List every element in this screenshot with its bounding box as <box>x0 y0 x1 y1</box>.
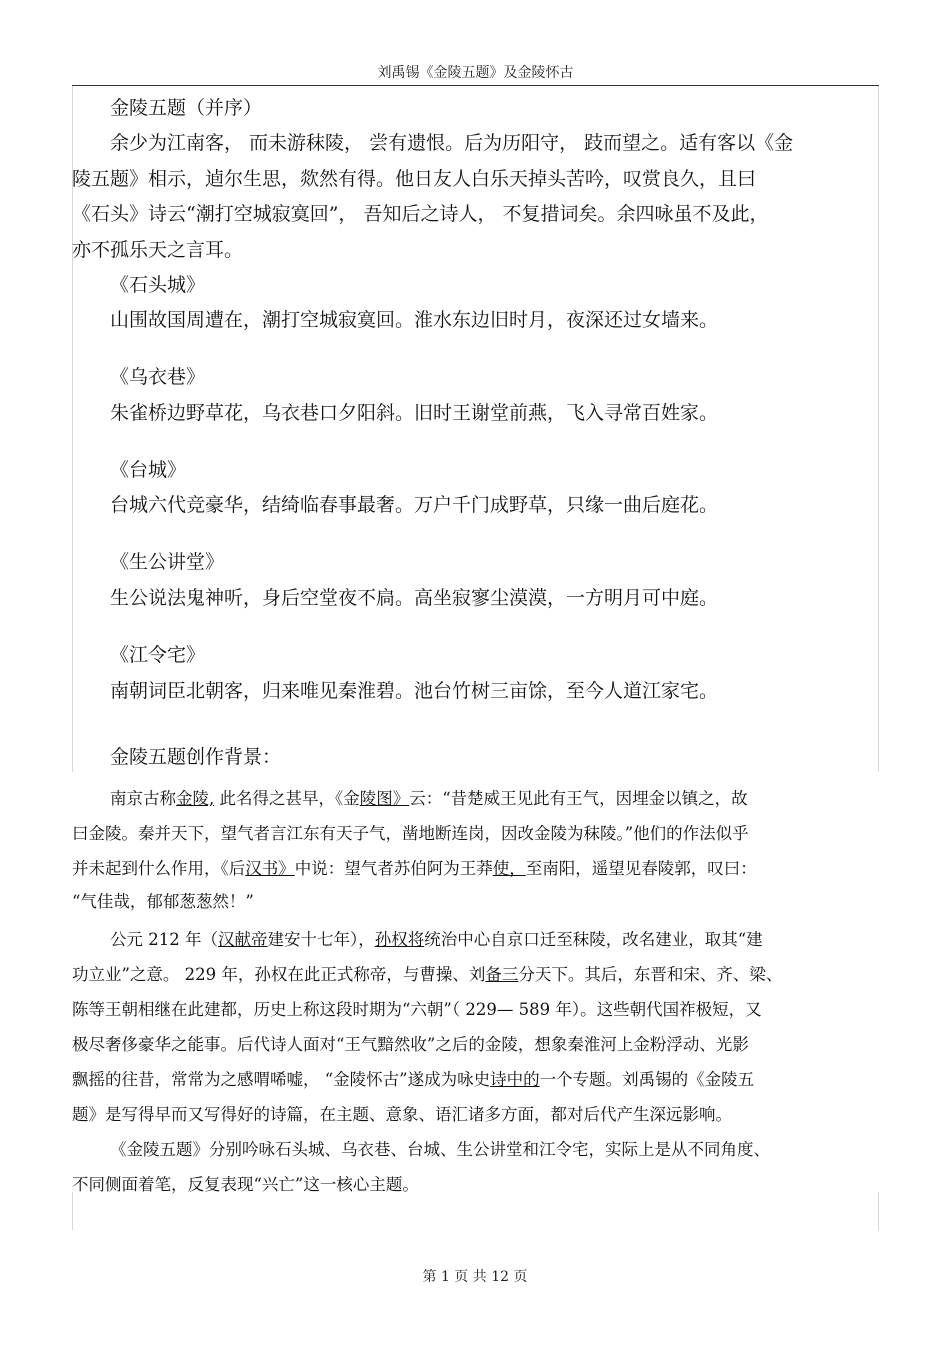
background-line: 不同侧面着笔，反复表现“兴亡”这一核心主题。 <box>72 1175 419 1194</box>
poem-title: 《乌衣巷》 <box>110 366 206 388</box>
poem-text: 生公说法鬼神听，身后空堂夜不扃。高坐寂寥尘漠漠，一方明月可中庭。 <box>110 587 719 609</box>
background-line: 题》是写得早而又写得好的诗篇，在主题、意象、语汇诸多方面，都对后代产生深远影响。 <box>72 1105 732 1124</box>
link-bei-san[interactable]: 备三 <box>485 965 519 984</box>
background-line: 《金陵五题》分别吟咏石头城、乌衣巷、台城、生公讲堂和江令宅，实际上是从不同角度、 <box>110 1140 770 1159</box>
poem-text: 南朝词臣北朝客，归来唯见秦淮碧。池台竹树三亩馀，至今人道江家宅。 <box>110 680 719 702</box>
preface-title: 金陵五题（并序） <box>110 97 263 119</box>
background-line: 公元 212 年（汉献帝建安十七年），孙权将统治中心自京口迁至秣陵，改名建业，取其“建 <box>110 930 763 949</box>
poem-text: 朱雀桥边野草花，乌衣巷口夕阳斜。旧时王谢堂前燕，飞入寻常百姓家。 <box>110 402 719 424</box>
background-line: 南京古称金陵, 此名得之甚早，《金陵图》云：“昔楚威王见此有王气，因埋金以镇之，故 <box>110 789 748 808</box>
background-line: 曰金陵。秦并天下，望气者言江东有天子气，凿地断连岗，因改金陵为秣陵。”他们的作法似乎 <box>72 824 749 843</box>
right-border-upper <box>878 86 879 772</box>
link-hou-hanshu[interactable]: 汉书》 <box>245 859 295 878</box>
poem-title: 《生公讲堂》 <box>110 551 225 573</box>
page-header: 刘禹锡《金陵五题》及金陵怀古 <box>377 65 574 81</box>
poem-text: 山围故国周遭在，潮打空城寂寞回。淮水东边旧时月，夜深还过女墙来。 <box>110 309 719 331</box>
poem-title: 《台城》 <box>110 459 187 481</box>
preface-line: 《石头》诗云“潮打空城寂寞回”， 吾知后之诗人， 不复措词矣。余四咏虽不及此， <box>72 203 769 225</box>
left-border-lower <box>72 1192 73 1230</box>
link-jinling-tu[interactable]: 陵图》 <box>359 789 410 808</box>
preface-line: 陵五题》相示，逌尔生思，欻然有得。他日友人白乐天掉头苦吟，叹赏良久，且曰 <box>72 168 757 190</box>
background-line: 陈等王朝相继在此建都，历史上称这段时期为“六朝”（ 229— 589 年）。这些朝代国祚极短，又 <box>72 1000 762 1019</box>
poem-title: 《石头城》 <box>110 274 206 296</box>
page-footer: 第 1 页 共 12 页 <box>422 1269 528 1285</box>
header-rule <box>72 85 879 86</box>
link-shi[interactable]: 使， <box>492 859 526 878</box>
poem-title: 《江令宅》 <box>110 644 206 666</box>
link-han-xiandi[interactable]: 汉献帝 <box>217 930 268 949</box>
background-line: 并未起到什么作用，《后汉书》中说：望气者苏伯阿为王莽使，至南阳，遥望见春陵郭，叹曰： <box>72 859 757 878</box>
link-sun-quan[interactable]: 孙权将 <box>374 930 425 949</box>
poem-text: 台城六代竞豪华，结绮临春事最奢。万户千门成野草，只缘一曲后庭花。 <box>110 494 719 516</box>
background-line: 飘摇的往昔，常常为之感喟唏嘘， “金陵怀古”遂成为咏史诗中的一个专题。刘禹锡的《金陵五 <box>72 1070 755 1089</box>
background-line: 功立业”之意。 229 年，孙权在此正式称帝，与曹操、刘备三分天下。其后，东晋和宋、齐、梁、 <box>72 965 783 984</box>
background-line: “气佳哉，郁郁葱葱然！” <box>72 892 254 911</box>
preface-line: 亦不孤乐天之言耳。 <box>72 239 244 261</box>
background-title: 金陵五题创作背景： <box>110 746 282 768</box>
background-line: 极尽奢侈豪华之能事。后代诗人面对“王气黯然收”之后的金陵，想象秦淮河上金粉浮动、光影 <box>72 1035 749 1054</box>
link-jinling[interactable]: 金陵, <box>176 789 215 808</box>
right-border-lower <box>878 1192 879 1230</box>
link-shi-zhong[interactable]: 诗中的 <box>490 1070 540 1089</box>
preface-line: 余少为江南客， 而未游秣陵， 尝有遗恨。后为历阳守， 跂而望之。适有客以《金 <box>110 132 794 154</box>
